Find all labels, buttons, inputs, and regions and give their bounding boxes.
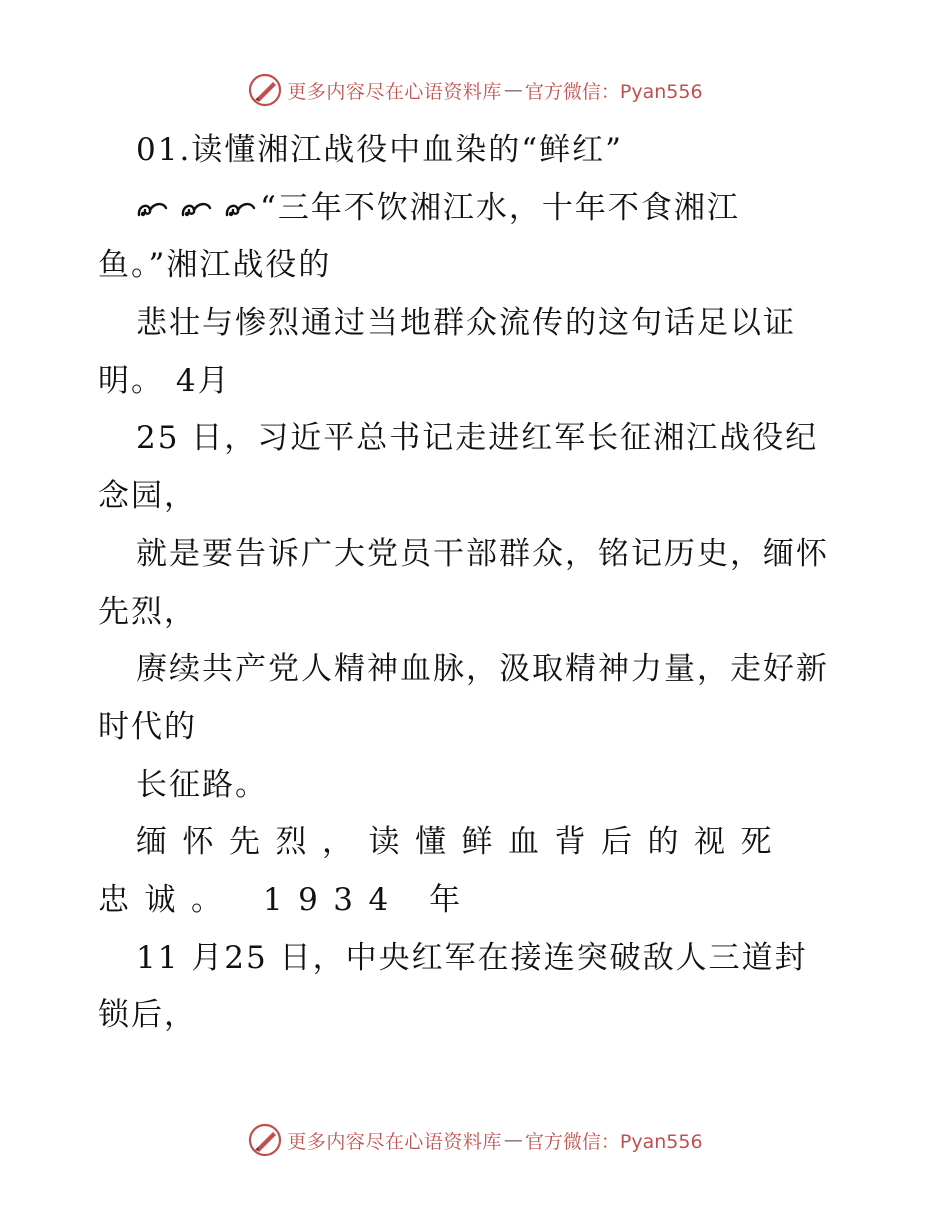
- watermark-contact: 官方微信：Pyan556: [524, 1130, 703, 1153]
- paragraph-line: 长征路。: [136, 766, 268, 803]
- pen-seal-logo-icon: [247, 72, 283, 108]
- paragraph-line: 锁后，: [98, 997, 197, 1034]
- paragraph-text: “三年不饮湘江水，十年不食湘江: [260, 189, 740, 226]
- ornament-bullets: [136, 199, 256, 219]
- paragraph-line: 悲壮与惨烈通过当地群众流传的这句话足以证: [136, 305, 796, 342]
- watermark-text: 更多内容尽在心语资料库: [287, 80, 502, 103]
- paragraph-line: 忠诚。 1934 年: [98, 881, 476, 918]
- header-watermark: [0, 70, 950, 110]
- paragraph-line: 鱼。”湘江战役的: [98, 247, 332, 284]
- paragraph-line: 赓续共产党人精神血脉，汲取精神力量，走好新: [136, 651, 829, 688]
- paragraph-line: 缅怀先烈，读懂鲜血背后的视死: [136, 824, 787, 861]
- paragraph-line: 明。 4月: [98, 362, 231, 399]
- paragraph-line: 先烈，: [98, 593, 197, 630]
- paragraph-line: 念园，: [98, 478, 197, 515]
- watermark-contact: 官方微信：Pyan556: [524, 80, 703, 103]
- pen-seal-logo-icon: [247, 1122, 283, 1158]
- footer-watermark: [0, 1120, 950, 1160]
- heading-line: 01.读懂湘江战役中血染的“鲜红”: [136, 132, 623, 168]
- watermark-separator: —: [503, 79, 523, 101]
- ornament-swirl-icon: [180, 199, 212, 219]
- paragraph-line: 11 月25 日，中央红军在接连突破敌人三道封: [136, 939, 808, 976]
- ornament-swirl-icon: [224, 199, 256, 219]
- paragraph-line: 时代的: [98, 708, 197, 745]
- ornament-swirl-icon: [136, 199, 168, 219]
- watermark-text: 更多内容尽在心语资料库: [287, 1130, 502, 1153]
- document-body: [98, 122, 858, 1045]
- watermark-separator: —: [503, 1129, 523, 1151]
- paragraph-line: 就是要告诉广大党员干部群众，铭记历史，缅怀: [136, 535, 829, 572]
- paragraph-line: [98, 180, 858, 238]
- paragraph-line: 25 日，习近平总书记走进红军长征湘江战役纪: [136, 420, 819, 457]
